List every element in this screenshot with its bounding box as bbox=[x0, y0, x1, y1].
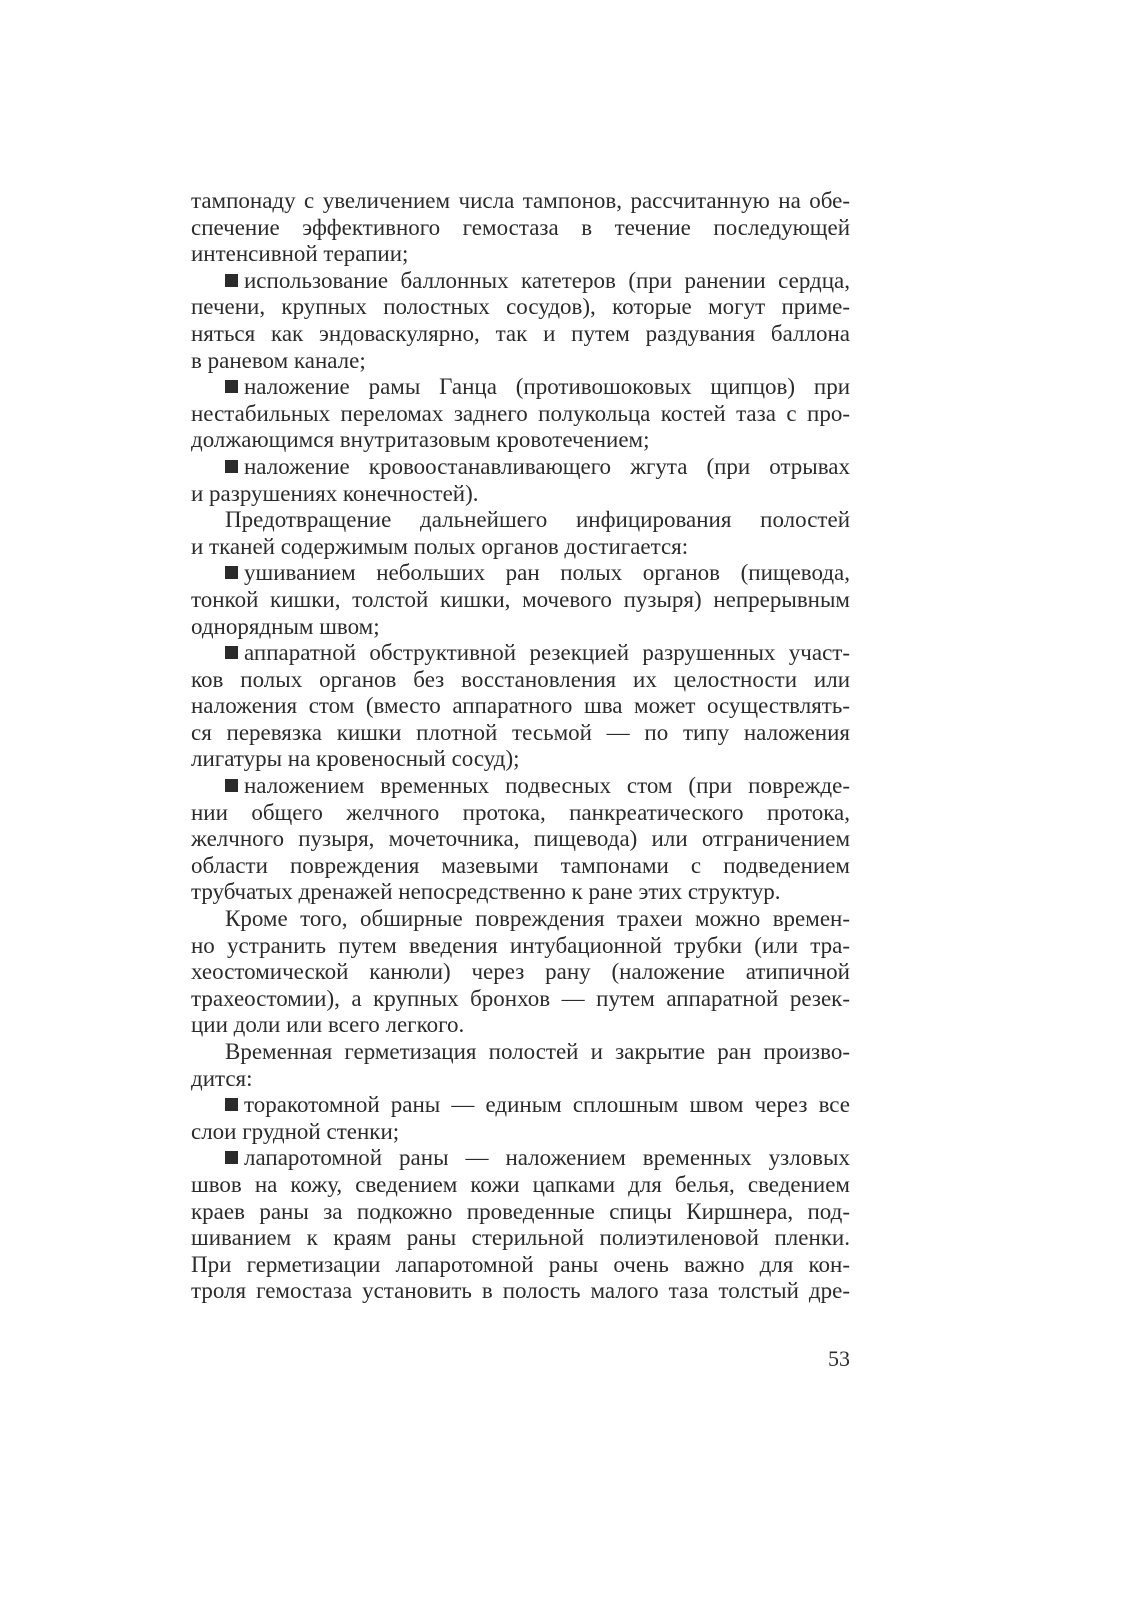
line-text: шиванием к краям раны стерильной полиэтиленовой пленки. bbox=[191, 1225, 850, 1251]
bullet-list-line bbox=[191, 374, 850, 401]
text-line bbox=[191, 241, 850, 268]
text-line bbox=[191, 1172, 850, 1199]
text-line bbox=[191, 720, 850, 747]
line-text: троля гемостаза установить в полость малого таза толстый дре- bbox=[191, 1278, 850, 1304]
text-line bbox=[191, 986, 850, 1013]
line-text: печени, крупных полостных сосудов), которые могут приме- bbox=[191, 294, 850, 320]
black-square-icon bbox=[225, 460, 238, 473]
text-line bbox=[191, 693, 850, 720]
line-text: ушиванием небольших ран полых органов (пищевода, bbox=[244, 560, 850, 586]
text-line bbox=[191, 826, 850, 853]
text-line bbox=[191, 933, 850, 960]
text-line bbox=[191, 667, 850, 694]
line-text: наложения стом (вместо аппаратного шва может осуществлять- bbox=[191, 693, 850, 719]
line-text: ся перевязка кишки плотной тесьмой — по типу наложения bbox=[191, 719, 850, 745]
text-line bbox=[191, 959, 850, 986]
text-line bbox=[191, 1225, 850, 1252]
line-text: и разрушениях конечностей). bbox=[191, 480, 479, 506]
line-text: При герметизации лапаротомной раны очень важно для кон- bbox=[191, 1251, 850, 1277]
text-line bbox=[191, 534, 850, 561]
line-text: хеостомической канюли) через рану (наложение атипичной bbox=[191, 959, 850, 985]
bullet-list-line bbox=[191, 1092, 850, 1119]
black-square-icon bbox=[225, 1151, 238, 1164]
line-text: нестабильных переломах заднего полукольца костей таза с про- bbox=[191, 400, 850, 426]
line-text: однорядным швом; bbox=[191, 613, 380, 639]
line-text: няться как эндоваскулярно, так и путем раздувания баллона bbox=[191, 320, 850, 346]
line-text: Предотвращение дальнейшего инфицирования полостей bbox=[225, 507, 850, 533]
line-text: в раневом канале; bbox=[191, 347, 366, 373]
line-text: тампонаду с увеличением числа тампонов, рассчитанную на обе- bbox=[191, 188, 850, 213]
text-line bbox=[191, 1039, 850, 1066]
bullet-list-line bbox=[191, 773, 850, 800]
text-line bbox=[191, 1278, 850, 1305]
black-square-icon bbox=[225, 1098, 238, 1111]
line-text: но устранить путем введения интубационной трубки (или тра- bbox=[191, 932, 850, 958]
text-line bbox=[191, 481, 850, 508]
text-line bbox=[191, 614, 850, 641]
line-text: швов на кожу, сведением кожи цапками для белья, сведением bbox=[191, 1171, 850, 1197]
line-text: Временная герметизация полостей и закрытие ран произво- bbox=[225, 1039, 850, 1064]
text-line bbox=[191, 1119, 850, 1146]
line-text: желчного пузыря, мочеточника, пищевода) или отграничением bbox=[191, 826, 850, 852]
black-square-icon bbox=[225, 779, 238, 792]
line-text: торакотомной раны — единым сплошным швом через все bbox=[244, 1092, 850, 1118]
line-text: дится: bbox=[191, 1065, 253, 1091]
text-line bbox=[191, 427, 850, 454]
line-text: трахеостомии), а крупных бронхов — путем аппаратной резек- bbox=[191, 985, 850, 1011]
line-text: Кроме того, обширные повреждения трахеи можно времен- bbox=[225, 906, 850, 932]
text-line bbox=[191, 879, 850, 906]
line-text: наложение рамы Ганца (противошоковых щипцов) при bbox=[244, 374, 850, 400]
text-line bbox=[191, 746, 850, 773]
black-square-icon bbox=[225, 566, 238, 579]
text-line bbox=[191, 1012, 850, 1039]
text-line bbox=[191, 1199, 850, 1226]
black-square-icon bbox=[225, 380, 238, 393]
black-square-icon bbox=[225, 274, 238, 287]
line-text: лапаротомной раны — наложением временных узловых bbox=[244, 1145, 850, 1171]
line-text: должающимся внутритазовым кровотечением; bbox=[191, 427, 650, 453]
text-line bbox=[191, 401, 850, 428]
text-line bbox=[191, 853, 850, 880]
text-line bbox=[191, 800, 850, 827]
line-text: наложением временных подвесных стом (при поврежде- bbox=[244, 773, 850, 799]
line-text: и тканей содержимым полых органов достигается: bbox=[191, 533, 689, 559]
text-line bbox=[191, 507, 850, 534]
text-line bbox=[191, 587, 850, 614]
bullet-list-line bbox=[191, 560, 850, 587]
page-number: 53 bbox=[828, 1346, 850, 1371]
line-text: ков полых органов без восстановления их целостности или bbox=[191, 666, 850, 692]
line-text: наложение кровоостанавливающего жгута (при отрывах bbox=[244, 453, 850, 479]
line-text: спечение эффективного гемостаза в течение последующей bbox=[191, 214, 850, 240]
bullet-list-line bbox=[191, 640, 850, 667]
line-text: интенсивной терапии; bbox=[191, 241, 409, 267]
text-line bbox=[191, 348, 850, 375]
line-text: нии общего желчного протока, панкреатического протока, bbox=[191, 799, 850, 825]
bullet-list-line bbox=[191, 1145, 850, 1172]
text-line bbox=[191, 1066, 850, 1093]
line-text: аппаратной обструктивной резекцией разрушенных участ- bbox=[244, 640, 850, 666]
line-text: лигатуры на кровеносный сосуд); bbox=[191, 746, 520, 772]
line-text: тонкой кишки, толстой кишки, мочевого пузыря) непрерывным bbox=[191, 586, 850, 612]
line-text: области повреждения мазевыми тампонами с подведением bbox=[191, 852, 850, 878]
line-text: краев раны за подкожно проведенные спицы Киршнера, под- bbox=[191, 1198, 850, 1224]
line-text: использование баллонных катетеров (при ранении сердца, bbox=[244, 267, 850, 293]
line-text: ции доли или всего легкого. bbox=[191, 1012, 465, 1038]
text-line bbox=[191, 294, 850, 321]
text-line bbox=[191, 321, 850, 348]
text-line bbox=[191, 906, 850, 933]
text-line bbox=[191, 215, 850, 242]
line-text: трубчатых дренажей непосредственно к ране этих структур. bbox=[191, 879, 781, 905]
black-square-icon bbox=[225, 646, 238, 659]
bullet-list-line bbox=[191, 454, 850, 481]
body-text bbox=[191, 188, 850, 1305]
text-line bbox=[191, 188, 850, 215]
bullet-list-line bbox=[191, 268, 850, 295]
text-line bbox=[191, 1252, 850, 1279]
line-text: слои грудной стенки; bbox=[191, 1118, 400, 1144]
